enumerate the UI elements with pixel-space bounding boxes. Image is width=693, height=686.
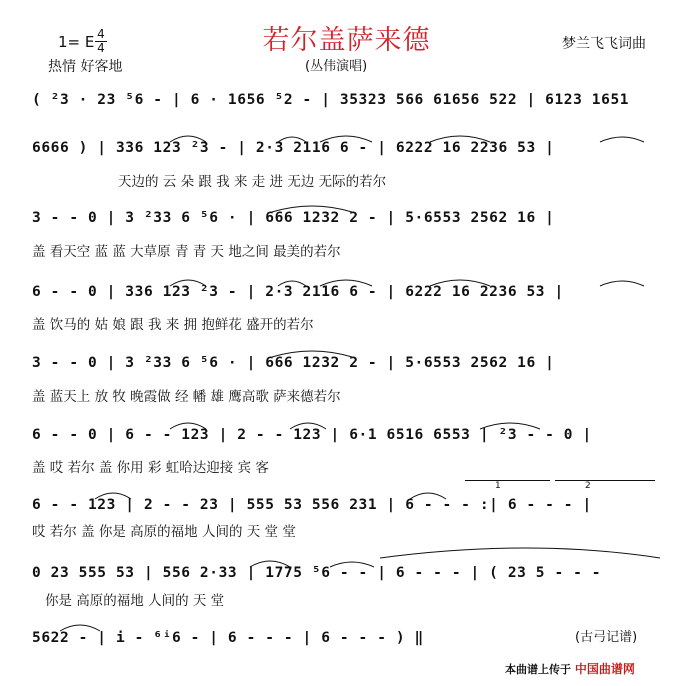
notation-row-2: 6666 ) | 336 123 ²3 - | 2·3 2116 6 - | 6222 16 2236 53 | (32, 140, 555, 156)
notation-row-3: 3 - - 0 | 3 ²33 6 ⁵6 · | 666 1232 2 - | 5·6553 2562 16 | (32, 210, 555, 226)
footer-prefix: 本曲谱上传于 (505, 663, 571, 676)
notation-row-8: 0 23 555 53 | 556 2·33 | 1775 ⁵6 - - | 6 - - - | ( 23 5 - - - (32, 565, 602, 581)
volta-second-ending (555, 480, 655, 489)
notation-row-6: 6 - - 0 | 6 - - 123 | 2 - - 123 | 6·1 6516 6553 | ²3 - - 0 | (32, 427, 592, 443)
volta-first-ending (465, 480, 550, 489)
volta-first-label: 1 (495, 481, 501, 491)
notation-row-7: 6 - - 123 | 2 - - 23 | 555 53 556 231 | 6 - - - :| 6 - - - | (32, 497, 592, 513)
lyric-row-2: 天边的 云 朵 跟 我 来 走 进 无边 无际的若尔 (118, 174, 387, 190)
footer-brand: 中国曲谱网 (574, 662, 635, 676)
notation-source: (古弓记谱) (575, 630, 638, 645)
lyric-row-4: 盖 饮马的 姑 娘 跟 我 来 拥 抱鲜花 盛开的若尔 (32, 317, 314, 333)
upload-footer (505, 660, 635, 677)
singer-credit: (丛伟演唱) (305, 59, 368, 74)
notation-row-4: 6 - - 0 | 336 123 ²3 - | 2·3 2116 6 - | 6222 16 2236 53 | (32, 284, 564, 300)
lyric-row-3: 盖 看天空 蓝 蓝 大草原 青 青 天 地之间 最美的若尔 (32, 244, 341, 260)
meter-bottom: 4 (97, 41, 105, 55)
key-signature: 1= E (58, 33, 95, 51)
volta-second-label: 2 (585, 481, 591, 491)
lyric-row-7: 哎 若尔 盖 你是 高原的福地 人间的 天 堂 堂 (32, 524, 296, 540)
song-title: 若尔盖萨来德 (262, 25, 431, 56)
notation-row-9: 5622 - | i - ⁶ⁱ6 - | 6 - - - | 6 - - - ) ‖ (32, 630, 424, 646)
meter-top: 4 (97, 27, 105, 41)
lyric-row-8: 你是 高原的福地 人间的 天 堂 (45, 593, 225, 609)
composer-credit: 梦兰飞飞词曲 (562, 36, 646, 52)
lyric-row-5: 盖 蓝天上 放 牧 晚霞做 经 幡 雄 鹰高歌 萨来德若尔 (32, 389, 341, 405)
notation-row-5: 3 - - 0 | 3 ²33 6 ⁵6 · | 666 1232 2 - | 5·6553 2562 16 | (32, 355, 555, 371)
time-signature (94, 28, 108, 55)
notation-row-1: ( ²3 · 23 ⁵6 - | 6 · 1656 ⁵2 - | 35323 566 61656 522 | 6123 1651 (32, 92, 630, 108)
lyric-row-6: 盖 哎 若尔 盖 你用 彩 虹哈达迎接 宾 客 (32, 460, 269, 476)
tempo-marking: 热情 好客地 (48, 59, 123, 75)
